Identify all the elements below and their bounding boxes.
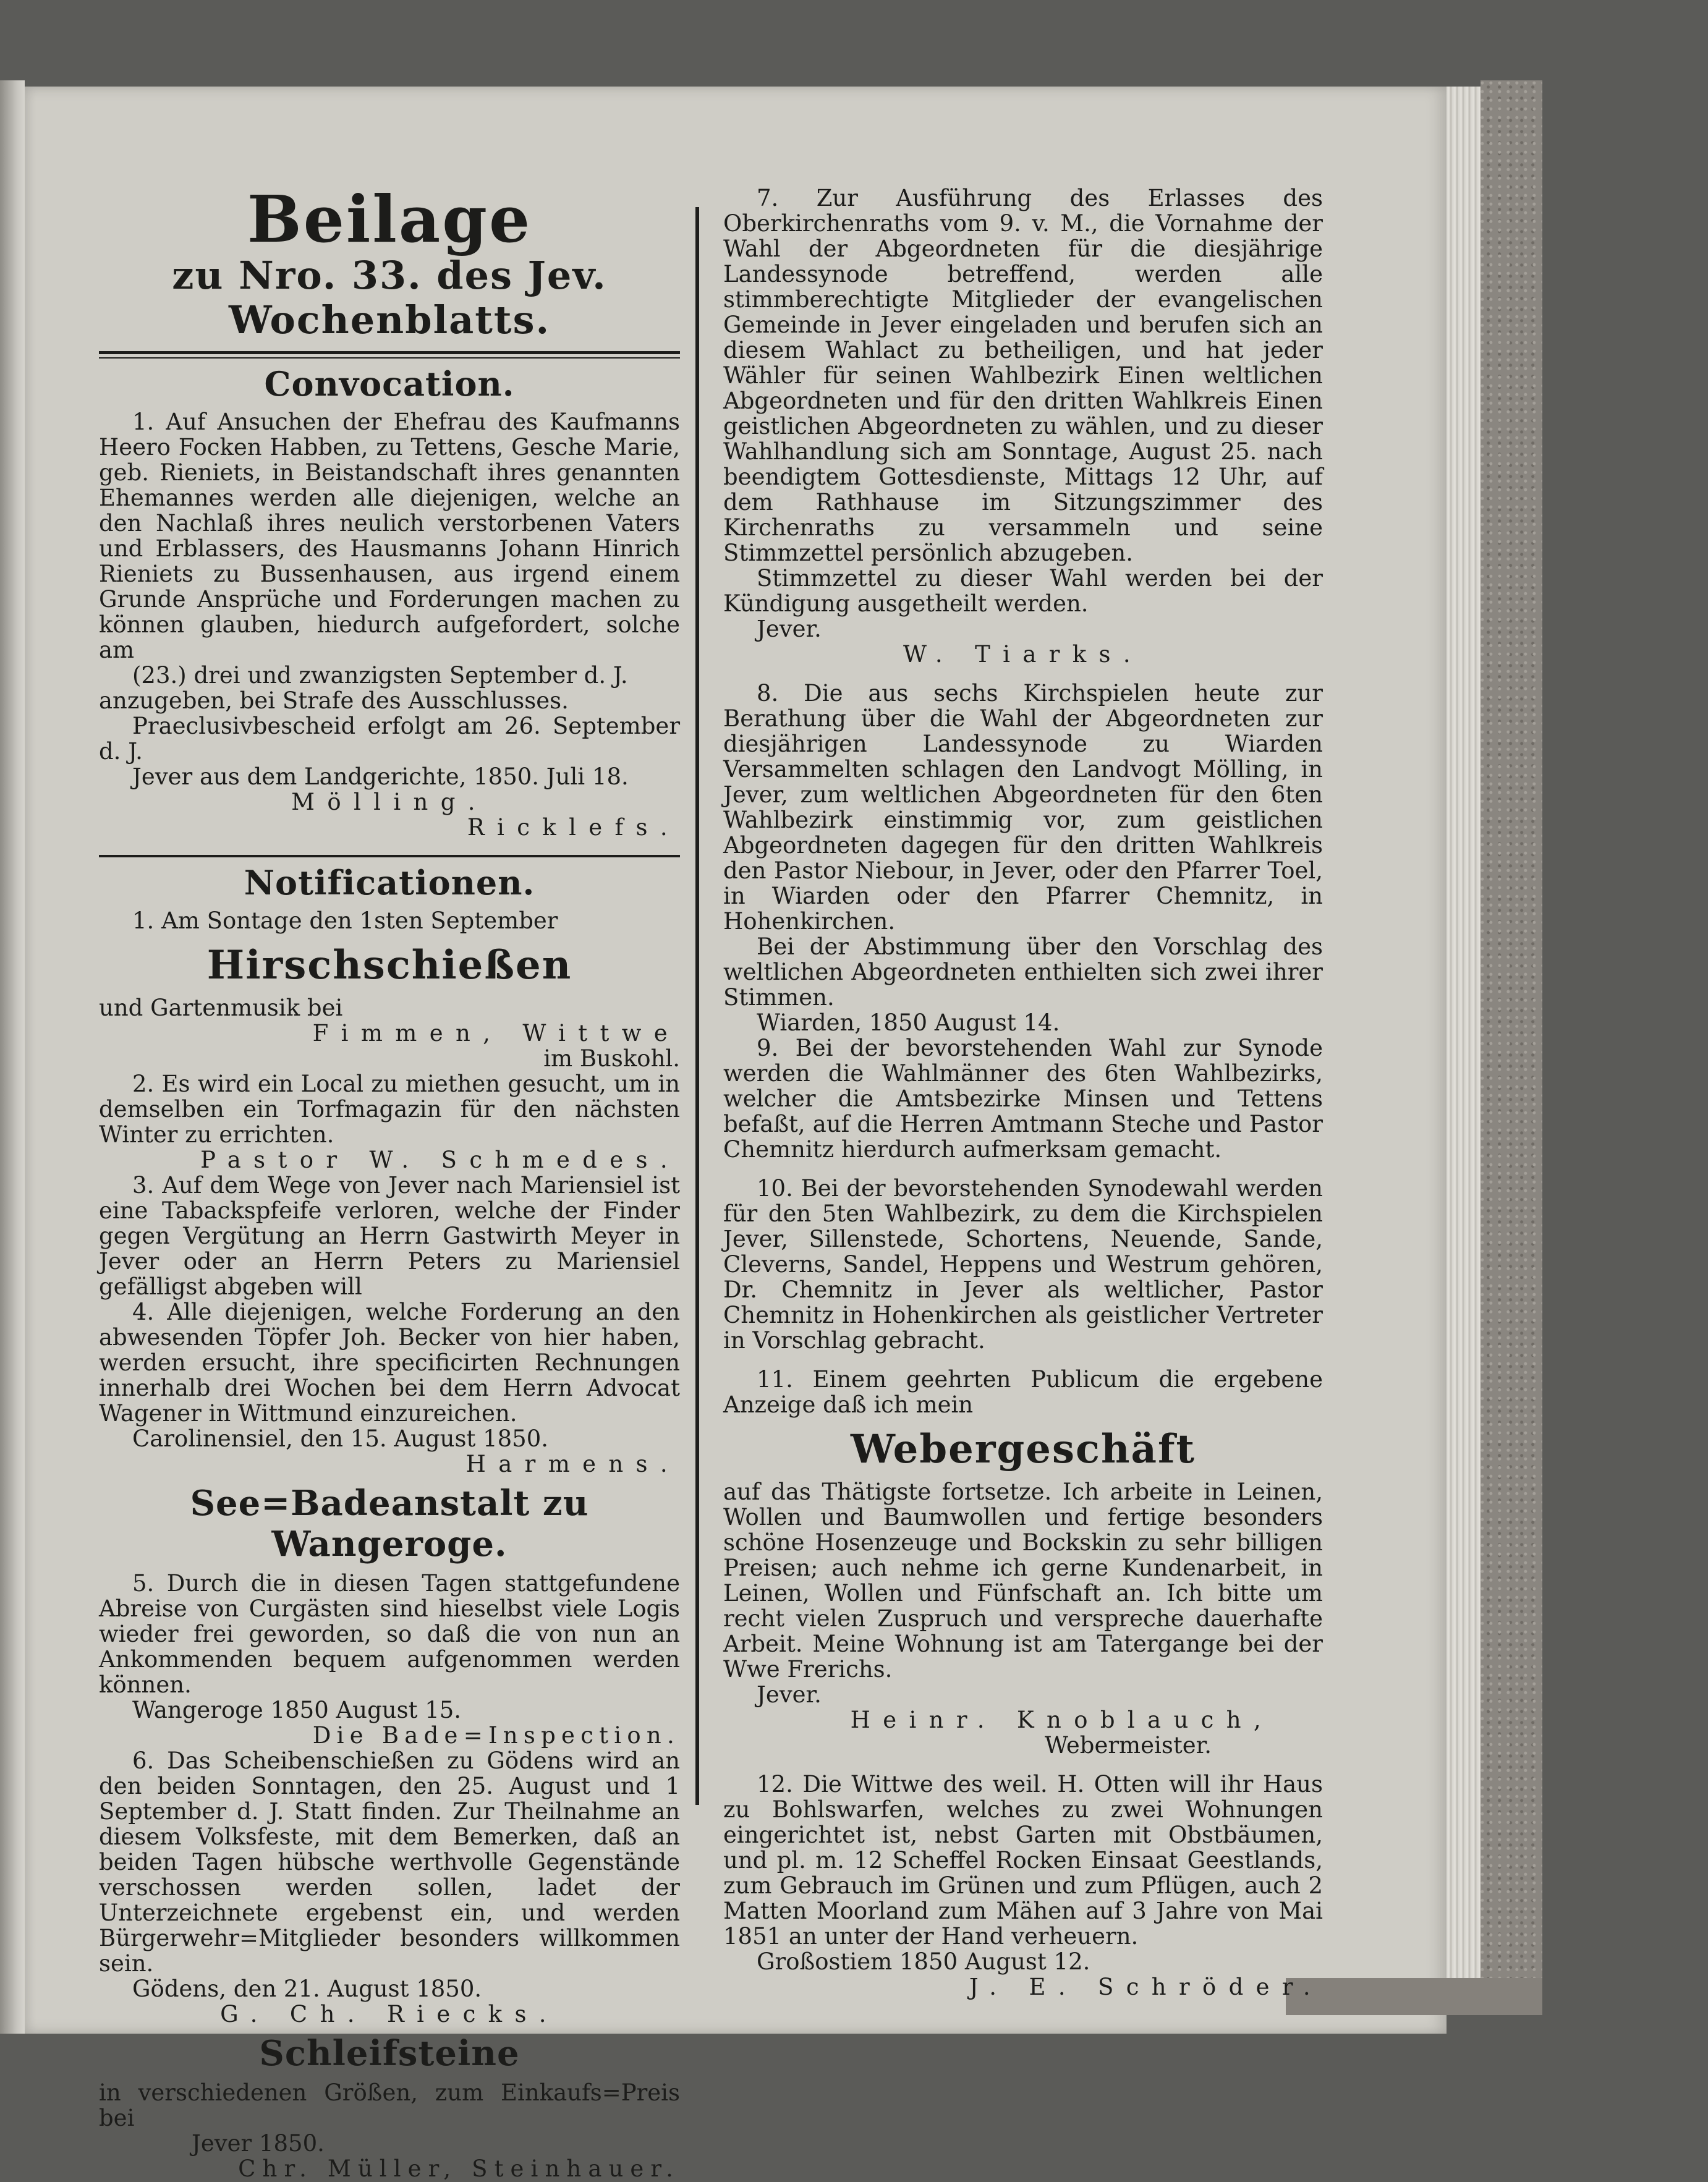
notice-paragraph: 9. Bei der bevorstehenden Wahl zur Synode werden die Wahlmänner des 6ten Wahlbezirks, welcher die Amtsbezirke Minsen und Tettens befaßt, auf die Herren Amtmann Steche und Pastor Chemnitz hierdurch aufmerksam gemacht. xyxy=(723,1035,1323,1163)
notice-paragraph: 10. Bei der bevorstehenden Synodewahl werden für den 5ten Wahlbezirk, zu dem die Kirchspielen Jever, Sillenstede, Schortens, Neuende, Sande, Cleverns, Sandel, Heppens und Westrum gehören, Dr. Chemnitz in Jever als weltlicher, Pastor Chemnitz in Hohenkirchen als geistlicher Vertreter in Vorschlag gebracht. xyxy=(723,1175,1323,1354)
notice-place-date: Carolinensiel, den 15. August 1850. xyxy=(132,1425,549,1452)
notice-place-date: Jever. xyxy=(757,616,822,642)
notice-signature: Die Bade=Inspection. xyxy=(312,1722,680,1749)
notice-signature: G. Ch. Riecks. xyxy=(220,2001,559,2027)
stones-heading: Schleifsteine xyxy=(259,2033,520,2074)
convocation-heading: Convocation. xyxy=(264,364,515,404)
notice-paragraph: 2. Es wird ein Local zu miethen gesucht, um in demselben ein Torfmagazin für den nächsten Winter zu errichten. xyxy=(99,1071,680,1148)
page-title: Beilage xyxy=(247,181,532,257)
notice-place-date: Jever. xyxy=(757,1681,822,1708)
book-cover xyxy=(1481,80,1542,2009)
convocation-paragraph: anzugeben, bei Strafe des Ausschlusses. xyxy=(99,687,569,714)
notifications-heading: Notificationen. xyxy=(244,863,535,902)
notice-paragraph: auf das Thätigste fortsetze. Ich arbeite in Leinen, Wollen und Baumwollen und fertige besonders schöne Hosenzeuge und Bockskin zu sehr billigen Preisen; auch nehme ich gerne Kundenarbeit, in Leinen, Wollen und Fünfschaft an. Ich bitte um recht vielen Zuspruch und verspreche dauerhafte Arbeit. Meine Wohnung ist am Tatergange bei der Wwe Frerichs. xyxy=(723,1479,1323,1683)
notice-paragraph: 7. Zur Ausführung des Erlasses des Oberkirchenraths vom 9. v. M., die Vornahme der Wahl der Abgeordneten für die diesjährige Landessynode betreffend, werden alle stimmberechtigte Mitglieder der evangelischen Gemeinde in Jever eingeladen und berufen sich an diesem Wahlact zu betheiligen, und hat jeder Wähler für seinen Wahlbezirk Einen weltlichen Abgeordneten und für den dritten Wahlkreis Einen geistlichen Abgeordneten zu wählen, und zu dieser Wahlhandlung sich am Sonntage, August 25. nach beendigtem Gottesdienste, Mittags 12 Uhr, auf dem Rathhause im Sitzungszimmer des Kirchenraths zu versammeln und seine Stimmzettel persönlich abzugeben. xyxy=(723,185,1323,566)
notice-place-date: Wangeroge 1850 August 15. xyxy=(132,1697,462,1723)
business-heading: Webergeschäft xyxy=(850,1426,1196,1472)
notice-paragraph: 1. Am Sontage den 1sten September xyxy=(132,907,558,934)
notice-signature: im Buskohl. xyxy=(543,1045,680,1072)
notice-place-date: Wiarden, 1850 August 14. xyxy=(757,1009,1060,1036)
notice-signature: Pastor W. Schmedes. xyxy=(200,1147,680,1173)
notice-paragraph: 6. Das Scheibenschießen zu Gödens wird an den beiden Sonntagen, den 25. August und 1 September d. J. Statt finden. Zur Theilnahme an diesem Volksfeste, mit dem Bemerken, daß an beiden Tagen hübsche werthvolle Gegenstände verschossen werden sollen, ladet der Unterzeichnete ergebenst ein, und werden Bürgerwehr=Mitglieder besonders willkommen sein. xyxy=(99,1747,680,1977)
notice-place-date: Großostiem 1850 August 12. xyxy=(757,1948,1090,1975)
book-cover-bottom xyxy=(1286,1978,1542,2015)
spacer xyxy=(723,1353,1323,1367)
spacer xyxy=(723,1162,1323,1176)
convocation-date-line: (23.) drei und zwanzigsten September d. J. xyxy=(132,662,628,689)
notice-signature: Chr. Müller, Steinhauer. xyxy=(238,2155,680,2182)
notice-place-date: Gödens, den 21. August 1850. xyxy=(132,1976,482,2002)
notice-paragraph: 11. Einem geehrten Publicum die ergebene Anzeige daß ich mein xyxy=(723,1366,1323,1418)
notice-paragraph: Bei der Abstimmung über den Vorschlag des weltlichen Abgeordneten enthielten sich zwei ihrer Stimmen. xyxy=(723,933,1323,1011)
section-divider xyxy=(99,855,680,857)
notice-signature: Harmens. xyxy=(465,1451,680,1477)
page-subtitle: zu Nro. 33. des Jev. Wochenblatts. xyxy=(172,253,607,342)
previous-page-edge xyxy=(0,80,25,2034)
left-column xyxy=(99,181,680,2182)
convocation-place-date: Jever aus dem Landgerichte, 1850. Juli 18. xyxy=(132,763,629,790)
page-stack-edges xyxy=(1447,87,1481,1978)
notice-place-date: Jever 1850. xyxy=(192,2130,325,2157)
notice-paragraph: 12. Die Wittwe des weil. H. Otten will ihr Haus zu Bohlswarfen, welches zu zwei Wohnungen eingerichtet ist, nebst Garten mit Obstbäumen, und pl. m. 12 Scheffel Rocken Einsaat Geestlands, zum Gebrauch im Grünen und zum Pflügen, auch 2 Matten Moorland zum Mähen auf 3 Jahre von Mai 1851 an unter der Hand verheuern. xyxy=(723,1771,1323,1950)
notice-paragraph: 3. Auf dem Wege von Jever nach Mariensiel ist eine Tabackspfeife verloren, welche der Finder gegen Vergütung an Herrn Gastwirth Meyer in Jever oder an Herrn Peters zu Mariensiel gefälligst abgeben will xyxy=(99,1172,680,1300)
notice-paragraph: in verschiedenen Größen, zum Einkaufs=Preis bei xyxy=(99,2079,680,2131)
notice-paragraph: 4. Alle diejenigen, welche Forderung an den abwesenden Töpfer Joh. Becker von hier haben, werden ersucht, ihre specificirten Rechnungen innerhalb drei Wochen bei dem Herrn Advocat Wagener in Wittmund einzureichen. xyxy=(99,1299,680,1427)
right-column xyxy=(723,185,1323,2000)
notice-paragraph: 8. Die aus sechs Kirchspielen heute zur Berathung über die Wahl der Abgeordneten zur diesjährigen Landessynode zu Wiarden Versammelten schlagen den Landvogt Mölling, in Jever, zum weltlichen Abgeordneten für den 6ten Wahlbezirk einstimmig vor, zum geistlichen Abgeordneten dagegen für den dritten Wahlkreis den Pastor Niebour, in Jever, oder den Pfarrer Toel, in Wiarden oder den Pfarrer Chemnitz, in Hohenkirchen. xyxy=(723,680,1323,935)
column-divider xyxy=(695,207,699,1805)
notice-signature: Fimmen, Wittwe xyxy=(312,1020,680,1046)
spacer xyxy=(723,1758,1323,1772)
notice-signature: Webermeister. xyxy=(1044,1732,1212,1759)
double-rule-divider xyxy=(99,351,680,359)
spacer xyxy=(723,667,1323,681)
notice-paragraph: Stimmzettel zu dieser Wahl werden bei der Kündigung ausgetheilt werden. xyxy=(723,565,1323,617)
convocation-paragraph: Praeclusivbescheid erfolgt am 26. September d. J. xyxy=(99,713,680,765)
notice-paragraph: und Gartenmusik bei xyxy=(99,995,343,1021)
bath-heading: See=Badeanstalt zu Wangeroge. xyxy=(190,1483,589,1564)
notice-signature: J. E. Schröder. xyxy=(969,1974,1323,2000)
convocation-signature: Mölling. xyxy=(291,789,488,815)
event-heading: Hirschschießen xyxy=(206,942,572,988)
notice-signature: W. Tiarks. xyxy=(903,641,1143,668)
convocation-paragraph: 1. Auf Ansuchen der Ehefrau des Kaufmanns Heero Focken Habben, zu Tettens, Gesche Marie, geb. Rieniets, in Beistandschaft ihres genannten Ehemannes werden alle diejenigen, welche an den Nachlaß ihres neulich verstorbenen Vaters und Erblassers, des Hausmanns Johann Hinrich Rieniets zu Bussenhausen, aus irgend einem Grunde Ansprüche und Forderungen machen zu können glauben, hiedurch aufgefordert, solche am xyxy=(99,409,680,663)
notice-paragraph: 5. Durch die in diesen Tagen stattgefundene Abreise von Curgästen sind hieselbst viele Logis wieder frei geworden, so daß die von nun an Ankommenden bequem aufgenommen werden können. xyxy=(99,1570,680,1698)
notice-signature: Heinr. Knoblauch, xyxy=(850,1707,1273,1733)
convocation-signature: Ricklefs. xyxy=(467,814,680,841)
